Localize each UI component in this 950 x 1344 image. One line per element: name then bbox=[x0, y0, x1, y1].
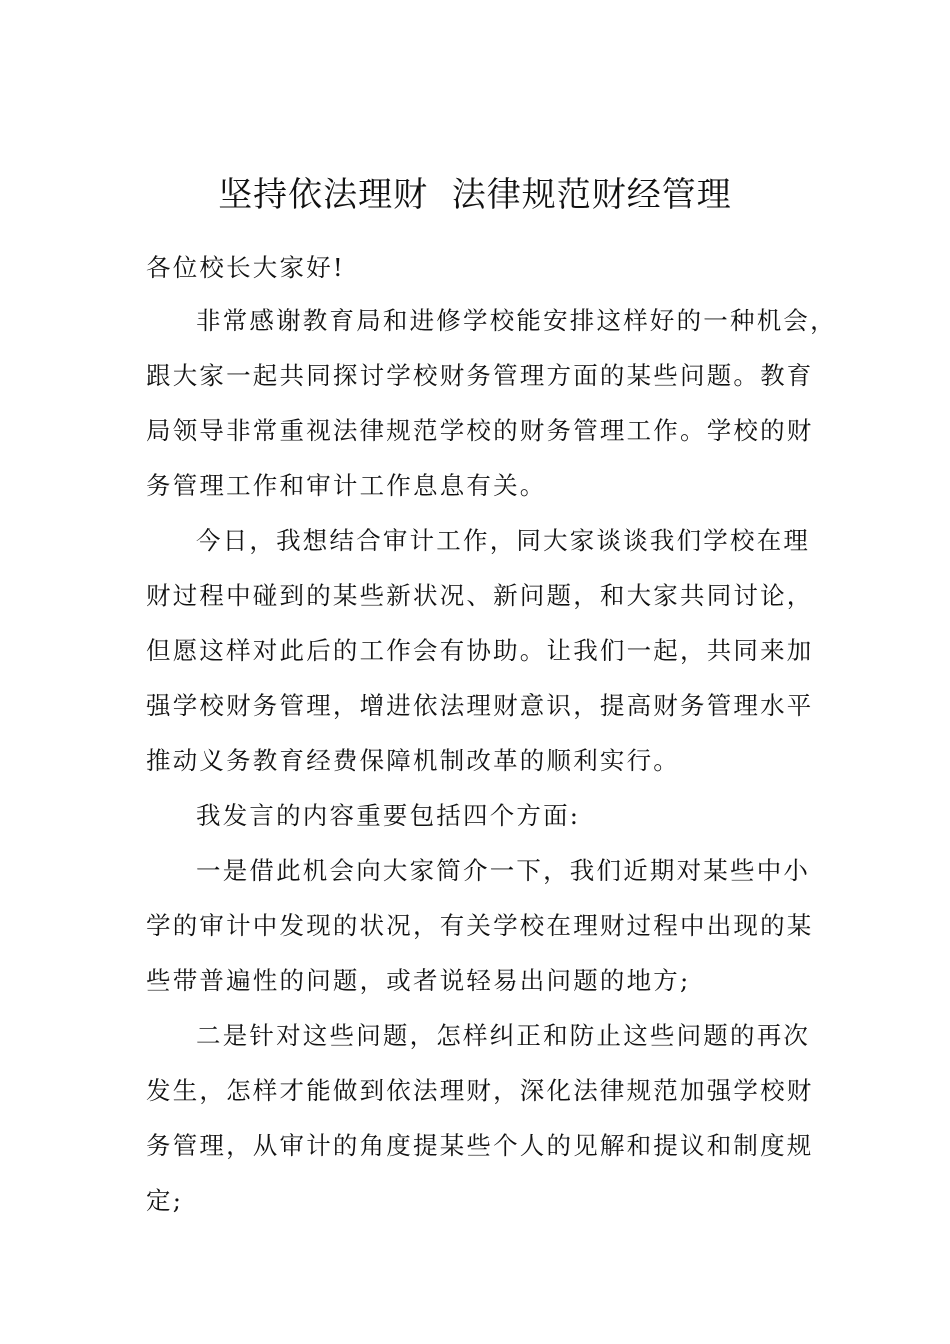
paragraph-line: 今日，我想结合审计工作，同大家谈谈我们学校在理 bbox=[196, 526, 811, 555]
paragraph-line: 定; bbox=[146, 1186, 184, 1215]
paragraph-line: 些带普遍性的问题，或者说轻易出问题的地方; bbox=[146, 966, 691, 995]
paragraph-line: 发生，怎样才能做到依法理财，深化法律规范加强学校财 bbox=[146, 1076, 814, 1105]
paragraph-line: 非常感谢教育局和进修学校能安排这样好的一种机会， bbox=[196, 306, 837, 335]
paragraph-line: 二是针对这些问题，怎样纠正和防止这些问题的再次 bbox=[196, 1021, 811, 1050]
paragraph-line: 推动义务教育经费保障机制改革的顺利实行。 bbox=[146, 746, 680, 775]
paragraph-line: 务管理工作和审计工作息息有关。 bbox=[146, 471, 547, 500]
paragraph-line: 但愿这样对此后的工作会有协助。让我们一起，共同来加 bbox=[146, 636, 814, 665]
paragraph-line: 务管理，从审计的角度提某些个人的见解和提议和制度规 bbox=[146, 1131, 814, 1160]
paragraph-line: 我发言的内容重要包括四个方面: bbox=[196, 801, 581, 830]
paragraph-line: 局领导非常重视法律规范学校的财务管理工作。学校的财 bbox=[146, 416, 814, 445]
paragraph-line: 财过程中碰到的某些新状况、新问题，和大家共同讨论， bbox=[146, 581, 814, 610]
paragraph-line: 强学校财务管理，增进依法理财意识，提高财务管理水平 bbox=[146, 691, 814, 720]
greeting-line: 各位校长大家好! bbox=[146, 253, 345, 282]
document-title: 坚持依法理财 法律规范财经管理 bbox=[218, 175, 732, 215]
paragraph-line: 一是借此机会向大家简介一下，我们近期对某些中小 bbox=[196, 856, 811, 885]
paragraph-line: 跟大家一起共同探讨学校财务管理方面的某些问题。教育 bbox=[146, 361, 814, 390]
paragraph-line: 学的审计中发现的状况，有关学校在理财过程中出现的某 bbox=[146, 911, 814, 940]
